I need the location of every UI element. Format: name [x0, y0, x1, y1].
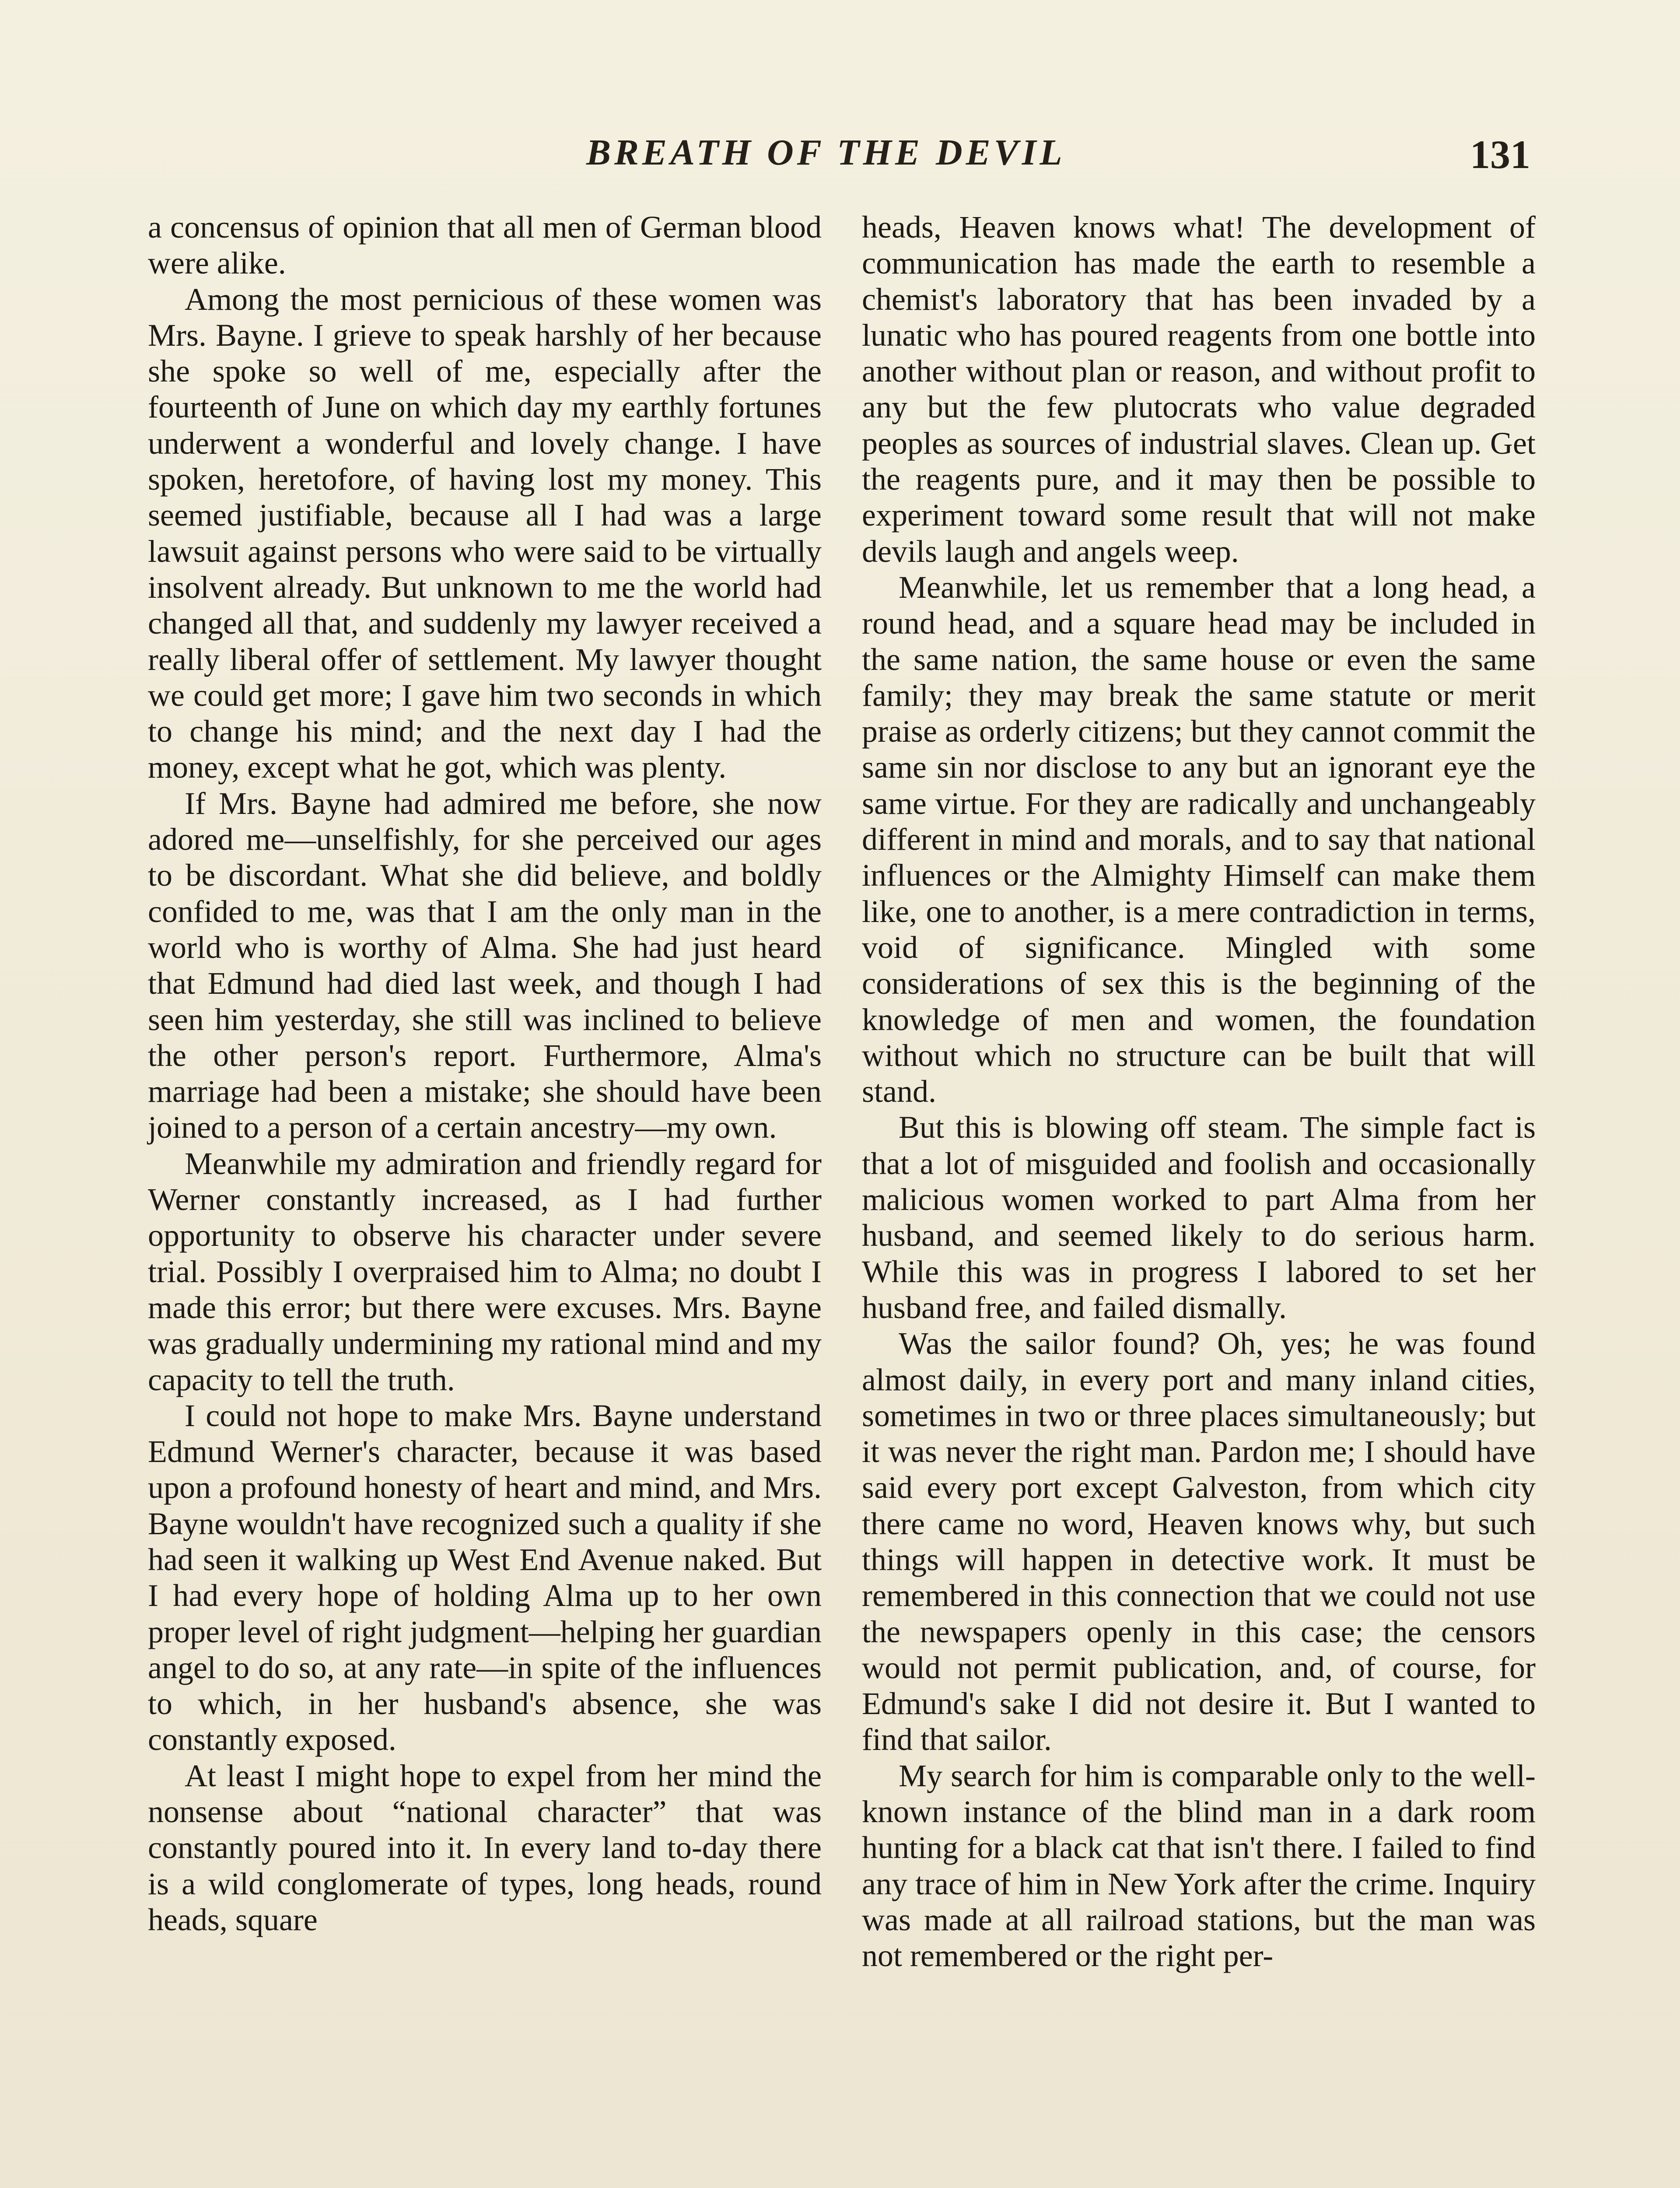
paragraph: Meanwhile, let us remember that a long head, a round head, and a square head may be included in the same nation, the same house or even the same family; they may break the same statute or merit praise as orderly citizens; but they cannot commit the same sin nor disclose to any but an ignorant eye the same virtue. For they are radically and unchangeably different in mind and morals, and to say that national influences or the Almighty Himself can make them like, one to another, is a mere contradiction in terms, void of significance. Mingled with some considerations of sex this is the beginning of the knowledge of men and women, the foundation without which no structure can be built that will stand.: [862, 569, 1536, 1109]
paragraph: If Mrs. Bayne had admired me before, she now adored me—unselfishly, for she perceived our ages to be discordant. What she did believe, and boldly confided to me, was that I am the only man in the world who is worthy of Alma. She had just heard that Edmund had died last week, and though I had seen him yesterday, she still was inclined to believe the other person's report. Furthermore, Alma's marriage had been a mistake; she should have been joined to a person of a certain ancestry—my own.: [148, 785, 822, 1145]
paragraph: heads, Heaven knows what! The development of communication has made the earth to resemble a chemist's laboratory that has been invaded by a lunatic who has poured reagents from one bottle into another without plan or reason, and without profit to any but the few plutocrats who value degraded peoples as sources of industrial slaves. Clean up. Get the reagents pure, and it may then be possible to experiment toward some result that will not make devils laugh and angels weep.: [862, 210, 1536, 569]
paragraph: But this is blowing off steam. The simple fact is that a lot of misguided and foolish and occasionally malicious women worked to part Alma from her husband, and seemed likely to do serious harm. While this was in progress I labored to set her husband free, and failed dismally.: [862, 1110, 1536, 1325]
paragraph: I could not hope to make Mrs. Bayne understand Edmund Werner's character, because it was based upon a profound honesty of heart and mind, and Mrs. Bayne wouldn't have recognized such a quality if she had seen it walking up West End Avenue naked. But I had every hope of holding Alma up to her own proper level of right judgment—helping her guardian angel to do so, at any rate—in spite of the influences to which, in her husband's absence, she was constantly exposed.: [148, 1398, 822, 1757]
paragraph: Meanwhile my admiration and friendly regard for Werner constantly increased, as I had further opportunity to observe his character under severe trial. Possibly I overpraised him to Alma; no doubt I made this error; but there were excuses. Mrs. Bayne was gradually undermining my rational mind and my capacity to tell the truth.: [148, 1146, 822, 1397]
right-column: [862, 209, 1536, 1974]
paragraph: Was the sailor found? Oh, yes; he was found almost daily, in every port and many inland cities, sometimes in two or three places simultaneously; but it was never the right man. Pardon me; I should have said every port except Galveston, from which city there came no word, Heaven knows why, but such things will happen in detective work. It must be remembered in this connection that we could not use the newspapers openly in this case; the censors would not permit publication, and, of course, for Edmund's sake I did not desire it. But I wanted to find that sailor.: [862, 1326, 1536, 1757]
paragraph: a concensus of opinion that all men of German blood were alike.: [148, 210, 822, 281]
page-number: 131: [1470, 132, 1530, 177]
left-column: [148, 209, 822, 1938]
paragraph: Among the most pernicious of these women was Mrs. Bayne. I grieve to speak harshly of her because she spoke so well of me, especially after the fourteenth of June on which day my earthly fortunes underwent a wonderful and lovely change. I have spoken, heretofore, of having lost my money. This seemed justifiable, because all I had was a large lawsuit against persons who were said to be virtually insolvent already. But unknown to me the world had changed all that, and suddenly my lawyer received a really liberal offer of settlement. My lawyer thought we could get more; I gave him two seconds in which to change his mind; and the next day I had the money, except what he got, which was plenty.: [148, 281, 822, 785]
paragraph: My search for him is comparable only to the well-known instance of the blind man in a dark room hunting for a black cat that isn't there. I failed to find any trace of him in New York after the crime. Inquiry was made at all railroad stations, but the man was not remembered or the right per-: [862, 1758, 1536, 1974]
running-title: BREATH OF THE DEVIL: [586, 132, 1066, 173]
paragraph: At least I might hope to expel from her mind the nonsense about “national character” that was constantly poured into it. In every land to-day there is a wild conglomerate of types, long heads, round heads, square: [148, 1758, 822, 1937]
